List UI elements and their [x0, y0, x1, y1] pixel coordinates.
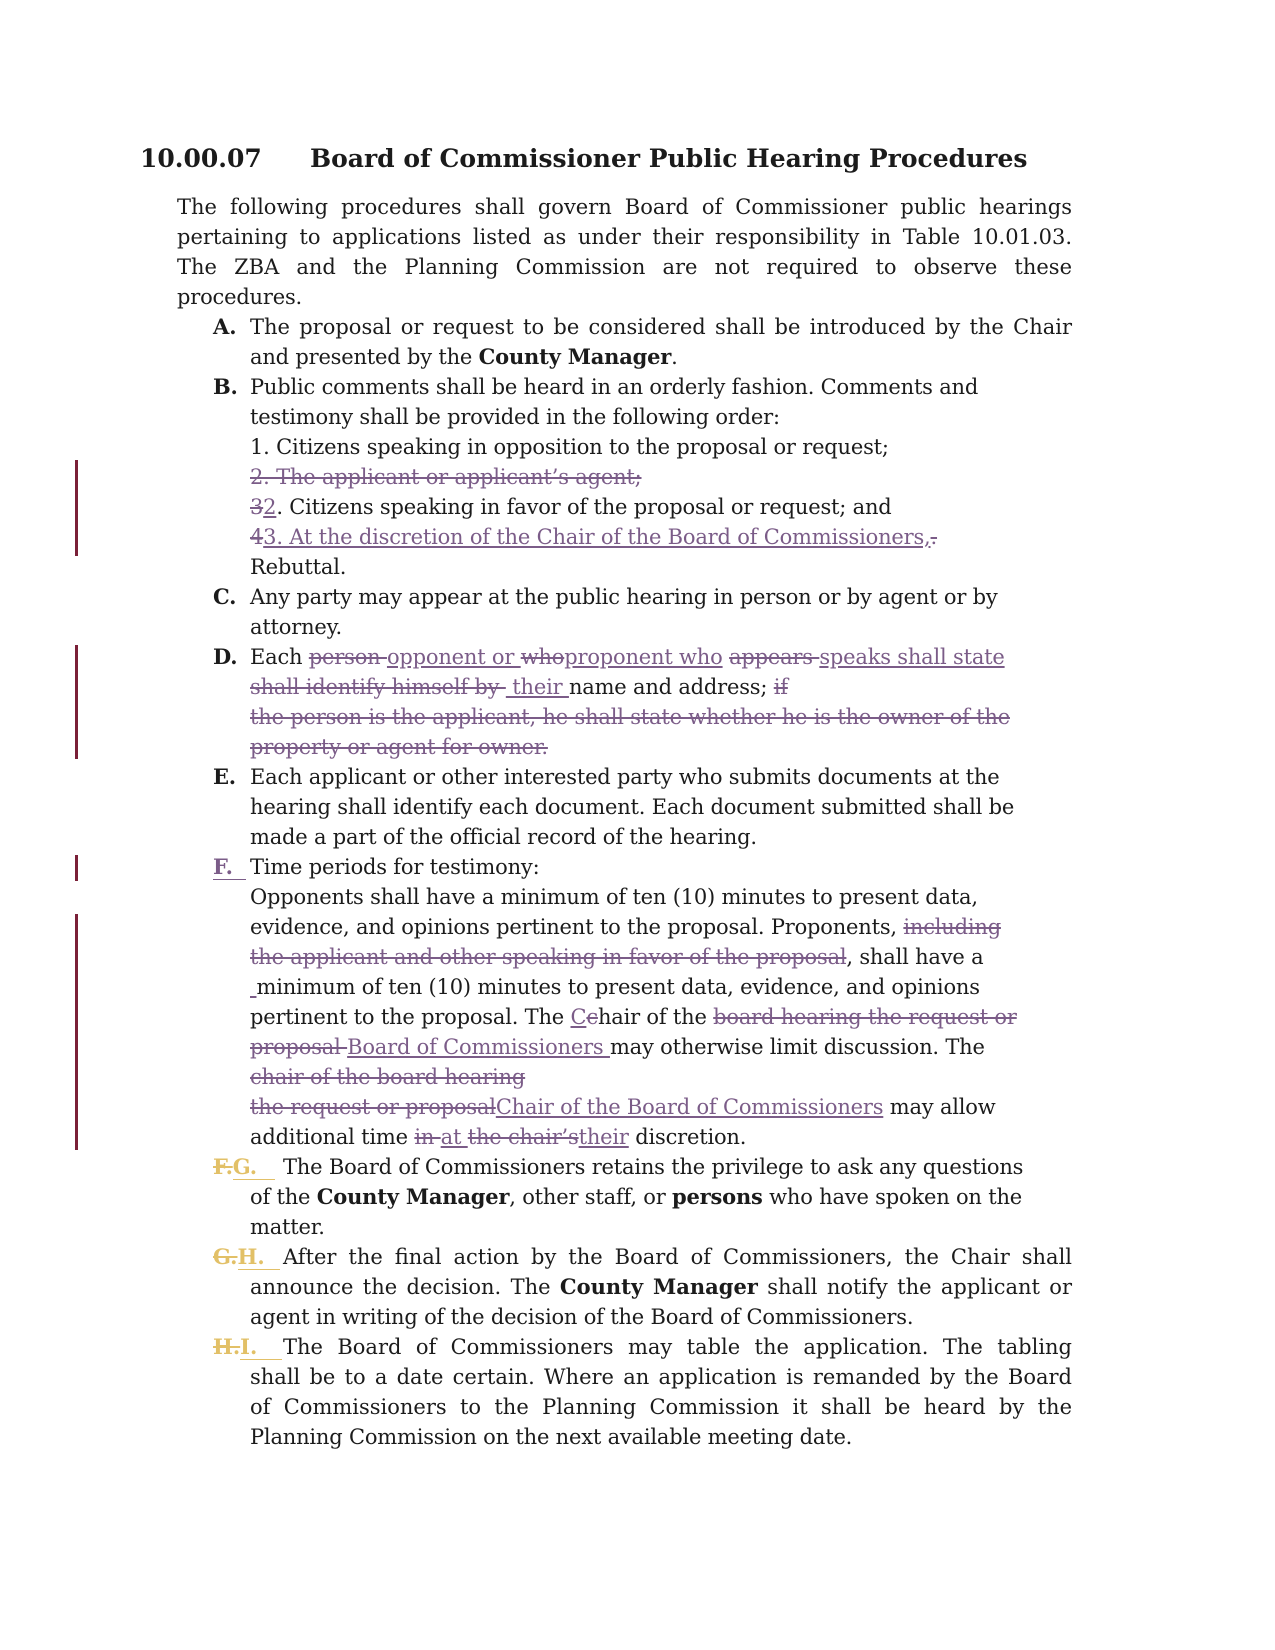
item-f-ins-chair-board: Chair of the Board of Commissioners [495, 1095, 884, 1119]
item-f-ins-their: their [578, 1125, 629, 1149]
item-f-del-chair-board: chair of the board hearing [250, 1065, 526, 1089]
list-item-2 [250, 462, 1072, 492]
item-h-text-1: After the final action by the Board of Commissioners, the Chair shall [283, 1245, 1072, 1269]
item-f-del-request: the request or proposal [250, 1095, 496, 1119]
persons-bold: persons [672, 1184, 763, 1209]
item-d-del-identify: shall identify himself by [250, 675, 506, 699]
item-f-line-8 [250, 1092, 1072, 1122]
item-d-ins-opponent: opponent or [386, 645, 521, 669]
item-i-text-3: of Commissioners to the Planning Commission it shall be heard by the [250, 1395, 1072, 1419]
item-h-text-3: shall notify the applicant or [757, 1275, 1072, 1299]
item-g-label-deleted: F. [213, 1154, 233, 1179]
item-d-del-who: who [520, 645, 565, 669]
item-i-text-2: shall be to a date certain. Where an application is remanded by the Board [250, 1365, 1072, 1389]
document-body [140, 143, 1080, 1452]
item-h-label [213, 1242, 283, 1272]
item-f-line-1 [250, 882, 1072, 912]
change-bar-3 [75, 855, 78, 881]
item-i-text-4: Planning Commission on the next available meeting date. [250, 1425, 853, 1449]
section-number: 10.00.07 [140, 144, 262, 173]
item-b-line-2 [250, 402, 1072, 432]
item-f-label-inserted: F. [213, 855, 246, 880]
item-c-line-2 [250, 612, 1072, 642]
item-f-line-5 [250, 1002, 1072, 1032]
item-f-line-6 [250, 1032, 1072, 1062]
item-h-line-3 [250, 1302, 1072, 1332]
item-i-line-4 [250, 1422, 1072, 1452]
item-f-del-applicant: the applicant and other speaking in favor of the proposal [250, 945, 847, 969]
intro-line-2: pertaining to applications listed as under their responsibility in Table 10.01.03. [177, 225, 1072, 249]
change-bar-4 [75, 914, 78, 1150]
list-item-4-del-period: . [930, 525, 938, 549]
item-d-ins-their: their [505, 675, 569, 699]
list-item-1-text: 1. Citizens speaking in opposition to the proposal or request; [250, 435, 889, 459]
item-f-del-chairs: the chair’s [467, 1125, 579, 1149]
item-f-text-8: may allow [883, 1095, 996, 1119]
item-h-label-inserted: H. [238, 1245, 280, 1270]
item-f-line-7 [250, 1062, 1072, 1092]
item-i-label-deleted: H. [213, 1334, 241, 1359]
item-d-line-3 [250, 702, 1072, 732]
item-e [140, 762, 1080, 852]
item-e-label: E. [213, 764, 236, 789]
section-heading [140, 143, 1080, 175]
change-bar-2 [75, 645, 78, 759]
item-d-ins-speaks: speaks shall state [819, 645, 1005, 669]
item-a-text-1: The proposal or request to be considered shall be introduced by the Chair [250, 315, 1072, 339]
item-g-line-2 [250, 1182, 1072, 1212]
item-a-text-3: . [671, 345, 678, 369]
item-i-line-3 [250, 1392, 1072, 1422]
item-d-line-4 [250, 732, 1072, 762]
item-h [140, 1242, 1080, 1332]
item-f-text-9: additional time [250, 1125, 415, 1149]
item-g-text-1: The Board of Commissioners retains the privilege to ask any questions [283, 1155, 1024, 1179]
item-f [140, 852, 1080, 1152]
item-f-line-9 [250, 1122, 1072, 1152]
item-g-label [213, 1152, 283, 1182]
item-h-text-2: announce the decision. The [250, 1275, 560, 1299]
item-d-line-1 [213, 642, 1072, 672]
item-d-del-line-4: property or agent for owner. [250, 735, 548, 759]
item-f-text-1: Opponents shall have a minimum of ten (10) minutes to present data, [250, 885, 978, 909]
item-e-line-2 [250, 792, 1072, 822]
change-bar-1 [75, 460, 78, 556]
item-g-line-3 [250, 1212, 1072, 1242]
list-item-4 [250, 522, 1072, 552]
item-g-text-5: matter. [250, 1215, 325, 1239]
item-a [140, 312, 1080, 372]
item-d-line-2 [250, 672, 1072, 702]
item-f-del-in: in [414, 1125, 441, 1149]
item-d-del-person: person [308, 645, 387, 669]
county-manager-bold: County Manager [478, 344, 672, 369]
item-d-label: D. [213, 644, 238, 669]
item-d-ins-proponent: proponent who [564, 645, 723, 669]
item-a-label: A. [213, 314, 237, 339]
list-item-2-deleted: 2. The applicant or applicant’s agent; [250, 465, 642, 489]
item-f-text-10: discretion. [628, 1125, 747, 1149]
item-b-text-2: testimony shall be provided in the following order: [250, 405, 780, 429]
intro-line-1: The following procedures shall govern Board of Commissioner public hearings [177, 195, 1072, 219]
item-a-line-2 [250, 342, 1072, 372]
item-c-text-2: attorney. [250, 615, 342, 639]
item-a-text-2: and presented by the [250, 345, 479, 369]
item-h-label-deleted: G. [213, 1244, 238, 1269]
item-f-text-2: evidence, and opinions pertinent to the proposal. Proponents, [250, 915, 904, 939]
item-e-text-1: Each applicant or other interested party who submits documents at the [250, 765, 1000, 789]
item-c [140, 582, 1080, 642]
item-b [140, 372, 1080, 582]
item-b-line-1 [213, 372, 1072, 402]
item-i-label-inserted: I. [240, 1335, 282, 1360]
item-f-del-including: including [903, 915, 1001, 939]
item-c-line-1 [213, 582, 1072, 612]
list-item-4-del-number: 4 [250, 525, 264, 549]
item-d-del-appears: appears [729, 645, 820, 669]
item-e-line-3 [250, 822, 1072, 852]
item-c-text-1: Any party may appear at the public hearing in person or by agent or by [250, 585, 998, 609]
item-g-text-3: , other staff, or [509, 1185, 673, 1209]
intro-line-3: The ZBA and the Planning Commission are not required to observe these [177, 255, 1072, 279]
intro-paragraph [140, 192, 1080, 312]
item-f-del-lower-c: c [586, 1005, 598, 1029]
county-manager-bold-2: County Manager [316, 1184, 510, 1209]
list-item-4-line-2 [250, 552, 1072, 582]
item-f-heading: Time periods for testimony: [250, 855, 540, 879]
county-manager-bold-3: County Manager [559, 1274, 758, 1299]
item-f-ins-capital-c: C [570, 1005, 587, 1029]
item-h-line-1 [213, 1242, 1072, 1272]
item-e-text-2: hearing shall identify each document. Each document submitted shall be [250, 795, 1015, 819]
item-f-ins-at: at [440, 1125, 468, 1149]
list-item-4-rebuttal: Rebuttal. [250, 555, 347, 579]
item-h-text-4: agent in writing of the decision of the Board of Commissioners. [250, 1305, 914, 1329]
item-g-label-inserted: G. [233, 1155, 275, 1180]
list-item-3-del-number: 3 [250, 495, 264, 519]
item-f-text-7: may otherwise limit discussion. The [609, 1035, 985, 1059]
item-i-line-1 [213, 1332, 1072, 1362]
item-f-line-2 [250, 912, 1072, 942]
list-item-3 [250, 492, 1072, 522]
list-item-4-inserted: 3. At the discretion of the Chair of the Board of Commissioners, [263, 525, 931, 549]
item-b-label: B. [213, 374, 238, 399]
item-d-text: Each [250, 645, 309, 669]
item-g-text-2: of the [250, 1185, 317, 1209]
item-f-line-4 [250, 972, 1072, 1002]
list-item-3-ins-number: 2 [263, 495, 277, 519]
item-h-line-2 [250, 1272, 1072, 1302]
item-e-line-1 [213, 762, 1072, 792]
item-b-text-1: Public comments shall be heard in an orderly fashion. Comments and [250, 375, 979, 399]
item-d-del-if: if [773, 675, 788, 699]
list-item-1 [250, 432, 1072, 462]
item-e-text-3: made a part of the official record of the hearing. [250, 825, 757, 849]
item-f-line-3 [250, 942, 1072, 972]
item-i [140, 1332, 1080, 1452]
item-d-del-line-3: the person is the applicant, he shall state whether he is the owner of the [250, 705, 1010, 729]
item-f-text-4: minimum of ten (10) minutes to present data, evidence, and opinions [256, 975, 980, 999]
page-title: Board of Commissioner Public Hearing Procedures [310, 144, 1028, 173]
item-c-label: C. [213, 584, 237, 609]
item-d-text-2: name and address; [568, 675, 774, 699]
item-f-del-board-hearing: board hearing the request or [713, 1005, 1017, 1029]
item-d [140, 642, 1080, 762]
item-f-heading-line [213, 852, 1072, 882]
item-i-text-1: The Board of Commissioners may table the application. The tabling [283, 1335, 1072, 1359]
item-a-line-1 [213, 312, 1072, 342]
item-i-label [213, 1332, 283, 1362]
intro-line-4: procedures. [177, 285, 302, 309]
item-g-text-4: who have spoken on the [762, 1185, 1023, 1209]
item-f-text-3: , shall have a [846, 945, 984, 969]
item-f-ins-board: Board of Commissioners [347, 1035, 610, 1059]
list-item-3-text: . Citizens speaking in favor of the proposal or request; and [276, 495, 892, 519]
item-g [140, 1152, 1080, 1242]
item-f-text-6: hair of the [597, 1005, 714, 1029]
item-g-line-1 [213, 1152, 1072, 1182]
item-f-text-5: pertinent to the proposal. The [250, 1005, 571, 1029]
item-i-line-2 [250, 1362, 1072, 1392]
item-f-del-proposal: proposal [250, 1035, 348, 1059]
